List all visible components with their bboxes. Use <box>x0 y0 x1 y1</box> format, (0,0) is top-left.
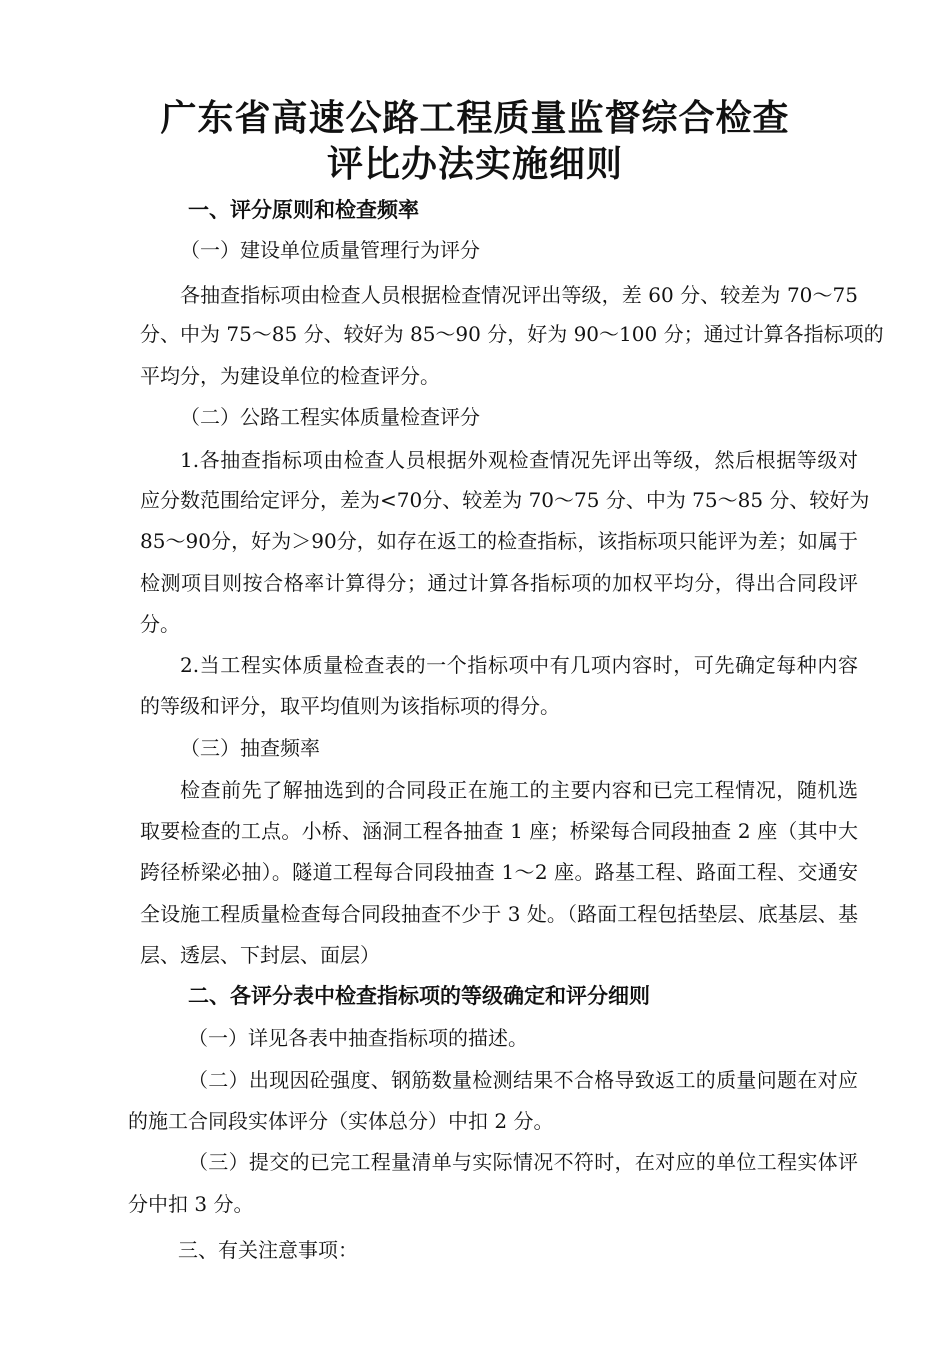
paragraph-line: 的等级和评分，取平均值则为该指标项的得分。 <box>140 694 560 718</box>
paragraph-line: 2.当工程实体质量检查表的一个指标项中有几项内容时，可先确定每种内容 <box>180 653 858 677</box>
paragraph-line: 全设施工程质量检查每合同段抽查不少于 3 处。（路面工程包括垫层、底基层、基 <box>140 902 858 926</box>
paragraph-line: 分、中为 75～85 分、较好为 85～90 分，好为 90～100 分；通过计算各指标项的 <box>140 322 884 346</box>
paragraph-line: 分。 <box>140 612 180 636</box>
section-2-heading: 二、各评分表中检查指标项的等级确定和评分细则 <box>188 983 650 1008</box>
paragraph-line: 85～90分，好为＞90分，如存在返工的检查指标，该指标项只能评为差；如属于 <box>140 529 858 553</box>
subsection-1-2-heading: （二）公路工程实体质量检查评分 <box>180 405 480 429</box>
paragraph-line: 检查前先了解抽选到的合同段正在施工的主要内容和已完工程情况，随机选 <box>180 778 858 802</box>
section-2-item-1: （一）详见各表中抽查指标项的描述。 <box>188 1026 528 1050</box>
paragraph-line: 1.各抽查指标项由检查人员根据外观检查情况先评出等级，然后根据等级对 <box>180 448 858 472</box>
section-2-item-3: （三）提交的已完工程量清单与实际情况不符时，在对应的单位工程实体评 <box>188 1150 858 1174</box>
document-title-line-1: 广东省高速公路工程质量监督综合检查 <box>160 97 790 139</box>
section-3-heading: 三、有关注意事项： <box>178 1238 358 1262</box>
section-2-item-2: （二）出现因砼强度、钢筋数量检测结果不合格导致返工的质量问题在对应 <box>188 1068 858 1092</box>
paragraph-line: 平均分，为建设单位的检查评分。 <box>140 364 440 388</box>
paragraph-line: 取要检查的工点。小桥、涵洞工程各抽查 1 座；桥梁每合同段抽查 2 座（其中大 <box>140 819 858 843</box>
subsection-1-3-heading: （三）抽查频率 <box>180 736 320 760</box>
document-title-line-2: 评比办法实施细则 <box>326 143 623 185</box>
paragraph-line: 检测项目则按合格率计算得分；通过计算各指标项的加权平均分，得出合同段评 <box>140 571 858 595</box>
paragraph-line: 跨径桥梁必抽）。隧道工程每合同段抽查 1～2 座。路基工程、路面工程、交通安 <box>140 860 858 884</box>
paragraph-line: 各抽查指标项由检查人员根据检查情况评出等级，差 60 分、较差为 70～75 <box>180 283 858 307</box>
paragraph-line: 的施工合同段实体评分（实体总分）中扣 2 分。 <box>128 1109 554 1133</box>
paragraph-line: 层、透层、下封层、面层） <box>140 943 380 967</box>
subsection-1-1-heading: （一）建设单位质量管理行为评分 <box>180 238 480 262</box>
section-1-heading: 一、评分原则和检查频率 <box>188 197 419 222</box>
paragraph-line: 应分数范围给定评分，差为<70分、较差为 70～75 分、中为 75～85 分、较好为 <box>140 488 870 512</box>
paragraph-line: 分中扣 3 分。 <box>128 1192 254 1216</box>
